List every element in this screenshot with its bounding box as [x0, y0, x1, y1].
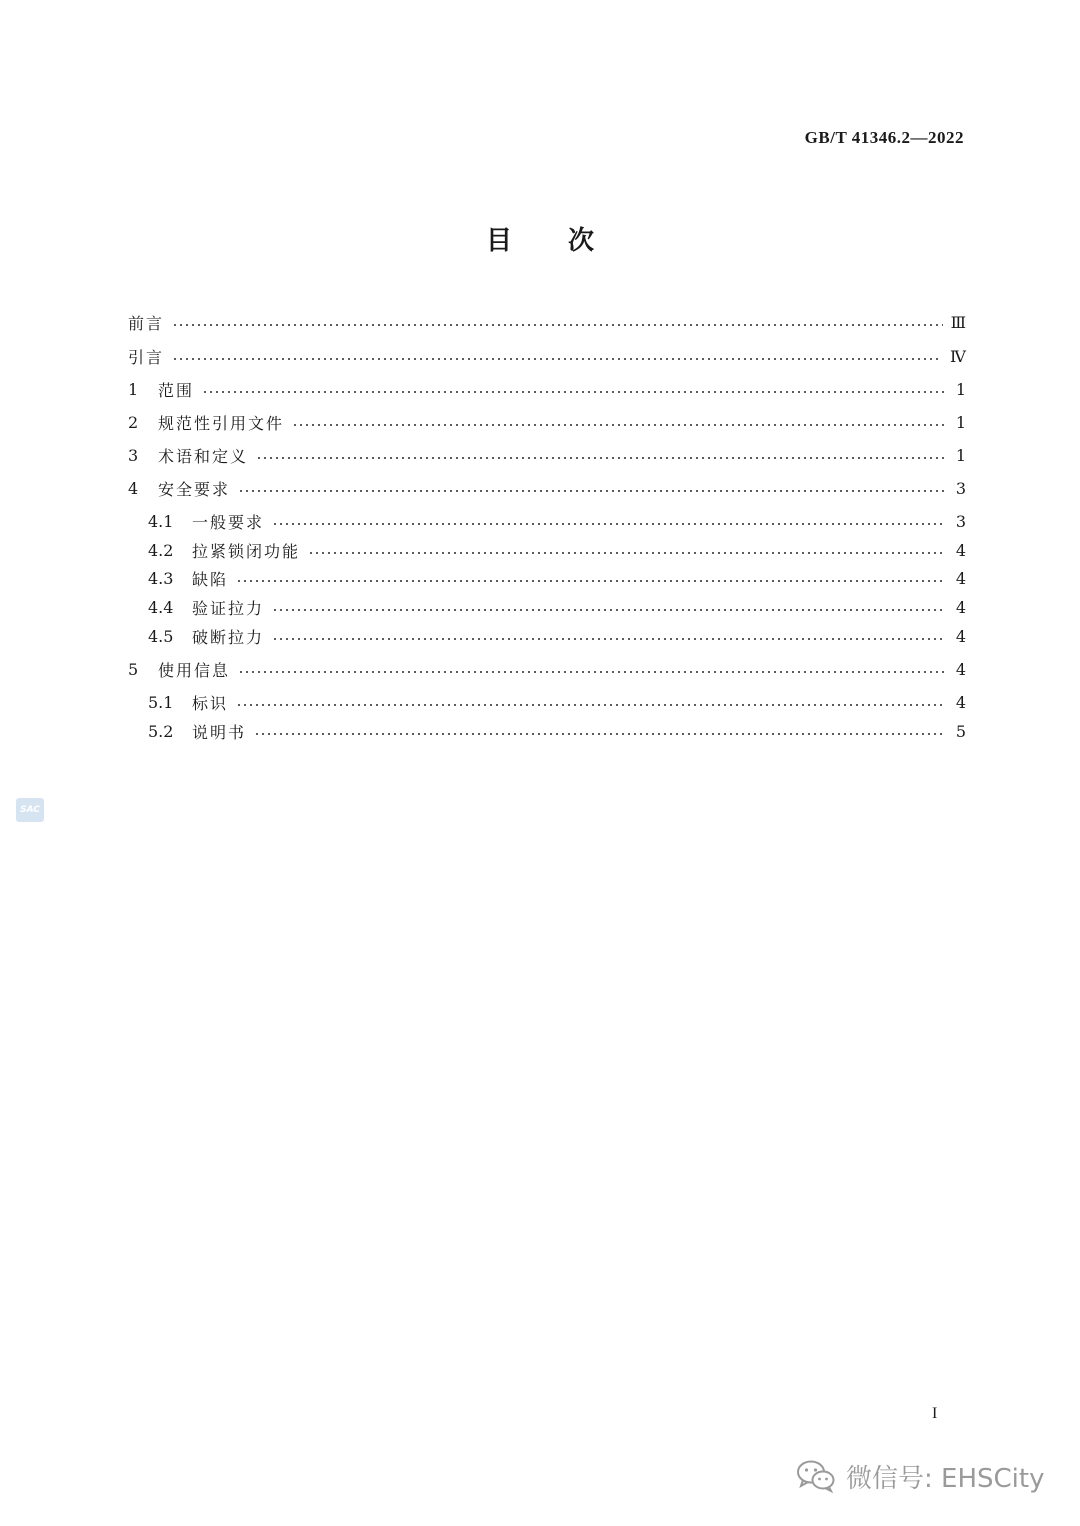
toc-entry-text: 规范性引用文件 — [158, 413, 285, 433]
toc-entry-number: 5 — [128, 659, 139, 679]
toc-entry-number: 4.1 — [148, 511, 174, 531]
document-code: GB/T 41346.2—2022 — [804, 128, 964, 147]
toc-entry-page: Ⅳ — [950, 346, 966, 366]
toc-entry-text: 引言 — [128, 347, 165, 367]
toc-entry-number: 1 — [128, 379, 139, 399]
toc-entry-4[interactable] — [128, 474, 966, 502]
toc-entry-text: 缺陷 — [192, 569, 229, 589]
toc-leader-dots — [272, 638, 944, 640]
toc-entry-foreword[interactable] — [128, 308, 966, 336]
toc-entry-number: 4.4 — [148, 597, 174, 617]
toc-leader-dots — [272, 609, 944, 611]
toc-entry-4-4[interactable] — [148, 593, 966, 621]
toc-entry-2[interactable] — [128, 408, 966, 436]
toc-entry-4-5[interactable] — [148, 622, 966, 650]
toc-entry-5-2[interactable] — [148, 717, 966, 745]
toc-entry-page: Ⅲ — [950, 312, 966, 332]
toc-leader-dots — [292, 424, 944, 426]
toc-leader-dots — [238, 490, 944, 492]
toc-entry-page: 4 — [955, 597, 966, 617]
toc-entry-page: 1 — [955, 379, 966, 399]
toc-leader-dots — [254, 733, 944, 735]
toc-entry-text: 一般要求 — [192, 512, 265, 532]
sac-logo: SAC — [16, 798, 44, 822]
wechat-icon — [796, 1459, 836, 1493]
toc-leader-dots — [202, 391, 944, 393]
toc-entry-page: 4 — [955, 568, 966, 588]
toc-entry-number: 4.5 — [148, 626, 174, 646]
toc-entry-text: 破断拉力 — [192, 627, 265, 647]
toc-entry-number: 3 — [128, 445, 139, 465]
toc-entry-number: 5.1 — [148, 692, 174, 712]
toc-entry-text: 前言 — [128, 313, 165, 333]
toc-leader-dots — [172, 324, 943, 326]
toc-entry-4-2[interactable] — [148, 536, 966, 564]
toc-leader-dots — [308, 552, 944, 554]
toc-entry-text: 拉紧锁闭功能 — [192, 541, 301, 561]
toc-entry-text: 使用信息 — [158, 660, 231, 680]
toc-entry-number: 5.2 — [148, 721, 174, 741]
watermark — [796, 1456, 1044, 1496]
toc-entry-number: 4.3 — [148, 568, 174, 588]
toc-entry-page: 4 — [955, 626, 966, 646]
watermark-text: 微信号: EHSCity — [846, 1463, 1045, 1494]
toc-entry-page: 1 — [955, 445, 966, 465]
toc-entry-4-3[interactable] — [148, 564, 966, 592]
toc-entry-page: 4 — [955, 659, 966, 679]
toc-entry-number: 2 — [128, 412, 139, 432]
toc-entry-text: 术语和定义 — [158, 446, 249, 466]
toc-entry-number: 4 — [128, 478, 139, 498]
toc-entry-1[interactable] — [128, 375, 966, 403]
toc-entry-page: 3 — [955, 478, 966, 498]
toc-entry-5-1[interactable] — [148, 688, 966, 716]
title-char-1: 目 — [485, 226, 512, 256]
toc-entry-text: 范围 — [158, 380, 195, 400]
toc-entry-4-1[interactable] — [148, 507, 966, 535]
toc-entry-text: 说明书 — [192, 722, 247, 742]
page-number: I — [932, 1405, 938, 1422]
toc-entry-page: 3 — [955, 511, 966, 531]
toc-entry-text: 安全要求 — [158, 479, 231, 499]
toc-leader-dots — [238, 671, 944, 673]
toc-entry-page: 1 — [955, 412, 966, 432]
toc-entry-introduction[interactable] — [128, 342, 966, 370]
toc-entry-page: 4 — [955, 540, 966, 560]
toc-entry-page: 4 — [955, 692, 966, 712]
toc-entry-3[interactable] — [128, 441, 966, 469]
toc-leader-dots — [172, 358, 942, 360]
toc-leader-dots — [236, 704, 944, 706]
toc-entry-text: 标识 — [192, 693, 229, 713]
toc-leader-dots — [236, 580, 944, 582]
toc-entry-5[interactable] — [128, 655, 966, 683]
title-char-2: 次 — [568, 226, 595, 256]
toc-entry-page: 5 — [955, 721, 966, 741]
toc-entry-number: 4.2 — [148, 540, 174, 560]
toc-entry-text: 验证拉力 — [192, 598, 265, 618]
toc-leader-dots — [272, 523, 944, 525]
page-title — [0, 220, 1080, 257]
toc-leader-dots — [256, 457, 944, 459]
